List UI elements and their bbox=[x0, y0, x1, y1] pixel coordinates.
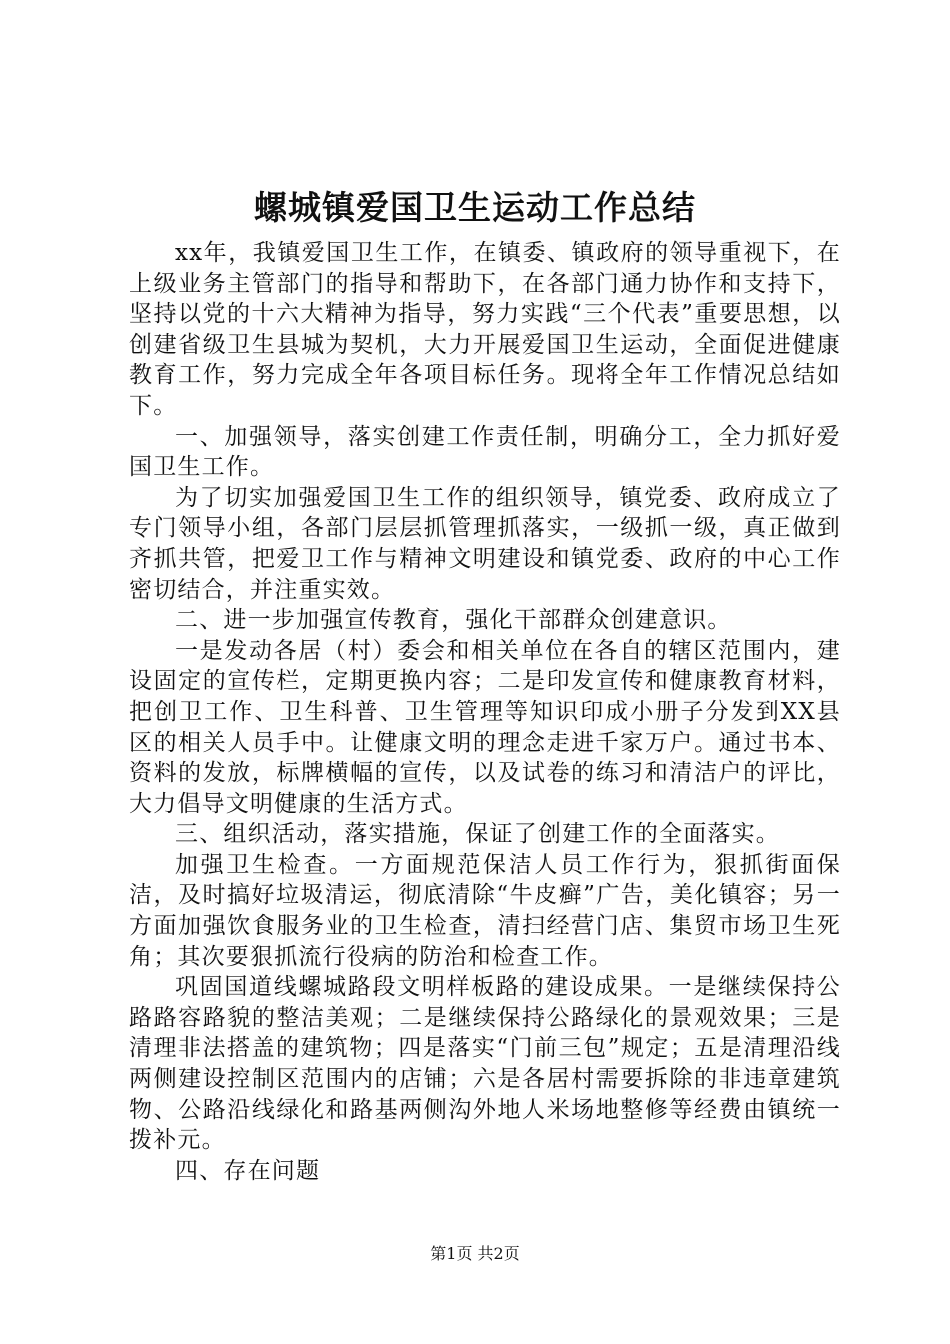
page-total: 共2页 bbox=[477, 1244, 520, 1263]
section-heading-1: 一、加强领导，落实创建工作责任制，明确分工，全力抓好爱国卫生工作。 bbox=[129, 423, 841, 481]
paragraph-road: 巩固国道线螺城路段文明样板路的建设成果。一是继续保持公路路容路貌的整洁美观；二是继续保持公路绿化的景观效果；三是清理非法搭盖的建筑物；四是落实“门前三包”规定；五是清理沿线两侧建设控制区范围内的店铺；六是各居村需要拆除的非违章建筑物、公路沿线绿化和路基两侧沟外地人米场地整修等经费由镇统一拨补元。 bbox=[129, 974, 841, 1154]
document-body bbox=[129, 238, 841, 1186]
section-heading-3: 三、组织活动，落实措施，保证了创建工作的全面落实。 bbox=[175, 821, 780, 848]
paragraph-publicity: 一是发动各居（村）委会和相关单位在各自的辖区范围内，建设固定的宣传栏，定期更换内容；二是印发宣传和健康教育材料，把创卫工作、卫生科普、卫生管理等知识印成小册子分发到XX县区的相关人员手中。让健康文明的理念走进千家万户。通过书本、资料的发放，标牌横幅的宣传，以及试卷的练习和清洁户的评比，大力倡导文明健康的生活方式。 bbox=[129, 637, 841, 817]
paragraph-leadership: 为了切实加强爱国卫生工作的组织领导，镇党委、政府成立了专门领导小组，各部门层层抓管理抓落实，一级抓一级，真正做到齐抓共管，把爱卫工作与精神文明建设和镇党委、政府的中心工作密切结合，并注重实效。 bbox=[129, 484, 841, 603]
section-heading-4: 四、存在问题 bbox=[175, 1157, 321, 1184]
paragraph-inspection: 加强卫生检查。一方面规范保洁人员工作行为，狠抓街面保洁，及时搞好垃圾清运，彻底清除“牛皮癣”广告，美化镇容；另一方面加强饮食服务业的卫生检查，清扫经营门店、集贸市场卫生死角；其次要狠抓流行役病的防治和检查工作。 bbox=[129, 851, 841, 970]
section-heading-2: 二、进一步加强宣传教育，强化干部群众创建意识。 bbox=[175, 607, 732, 634]
page-number: 第1页 bbox=[430, 1244, 473, 1263]
page-footer bbox=[0, 1243, 950, 1265]
paragraph-intro: xx年，我镇爱国卫生工作，在镇委、镇政府的领导重视下，在上级业务主管部门的指导和帮助下，在各部门通力协作和支持下，坚持以党的十六大精神为指导，努力实践“三个代表”重要思想，以创建省级卫生县城为契机，大力开展爱国卫生运动，全面促进健康教育工作，努力完成全年各项目标任务。现将全年工作情况总结如下。 bbox=[129, 240, 841, 419]
document-title: 螺城镇爱国卫生运动工作总结 bbox=[254, 188, 696, 227]
